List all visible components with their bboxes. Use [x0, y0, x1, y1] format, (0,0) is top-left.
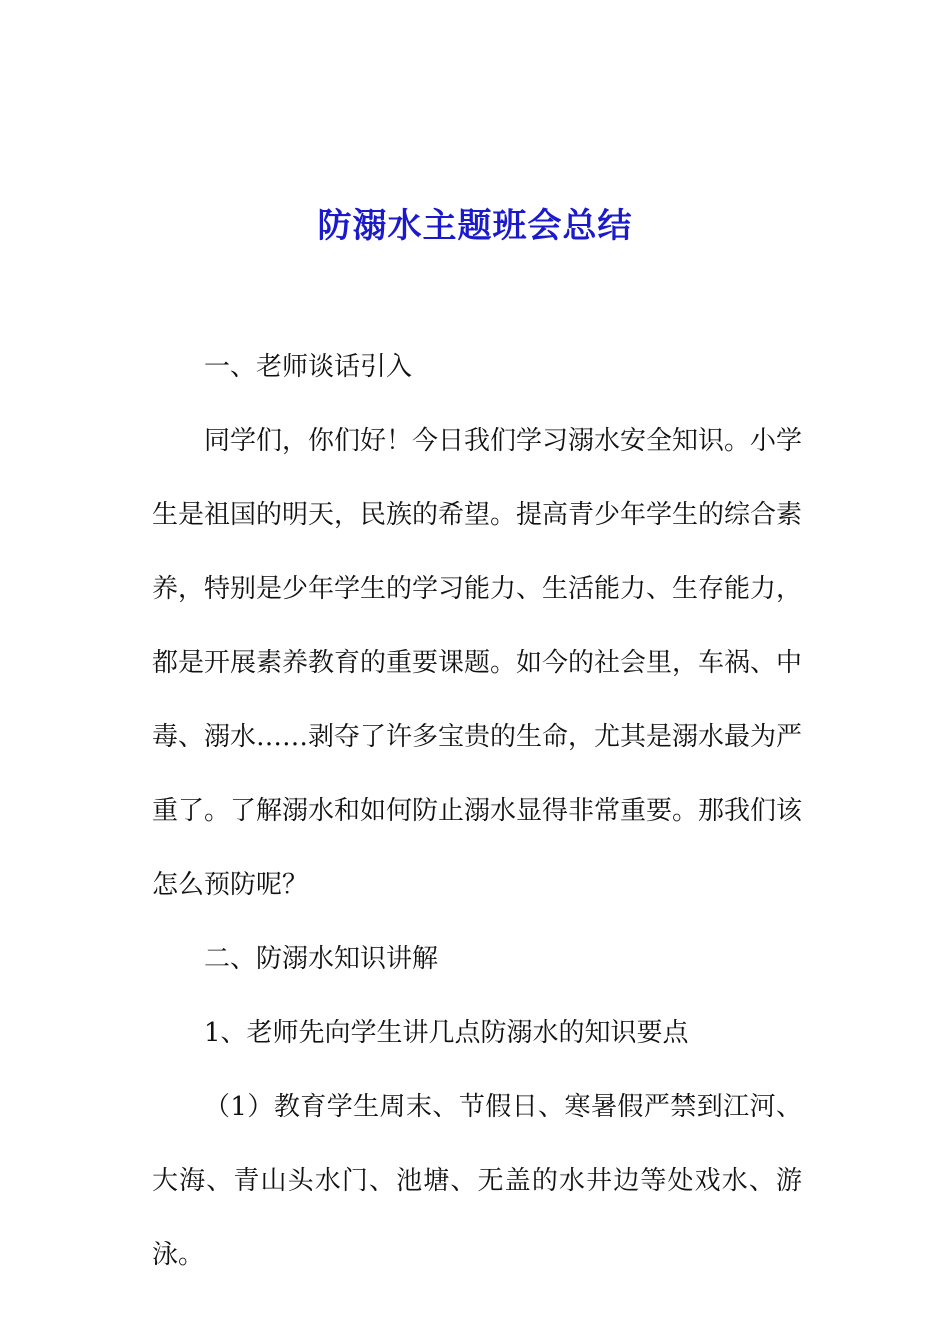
document-title: 防溺水主题班会总结 [317, 205, 633, 246]
list-item: （1）教育学生周末、节假日、寒暑假严禁到江河、大海、青山头水门、池塘、无盖的水井边等处戏水、游泳。 [152, 1092, 802, 1270]
section-heading-2: 二、防溺水知识讲解 [204, 944, 439, 974]
subsection-heading-1: 1、老师先向学生讲几点防溺水的知识要点 [204, 1018, 689, 1048]
section-heading-1: 一、老师谈话引入 [204, 352, 413, 382]
document-body [152, 330, 802, 1292]
intro-paragraph: 同学们，你们好！今日我们学习溺水安全知识。小学生是祖国的明天，民族的希望。提高青少年学生的综合素养，特别是少年学生的学习能力、生活能力、生存能力，都是开展素养教育的重要课题。如今的社会里，车祸、中毒、溺水……剥夺了许多宝贵的生命，尤其是溺水最为严重了。了解溺水和如何防止溺水显得非常重要。那我们该怎么预防呢？ [152, 426, 803, 900]
